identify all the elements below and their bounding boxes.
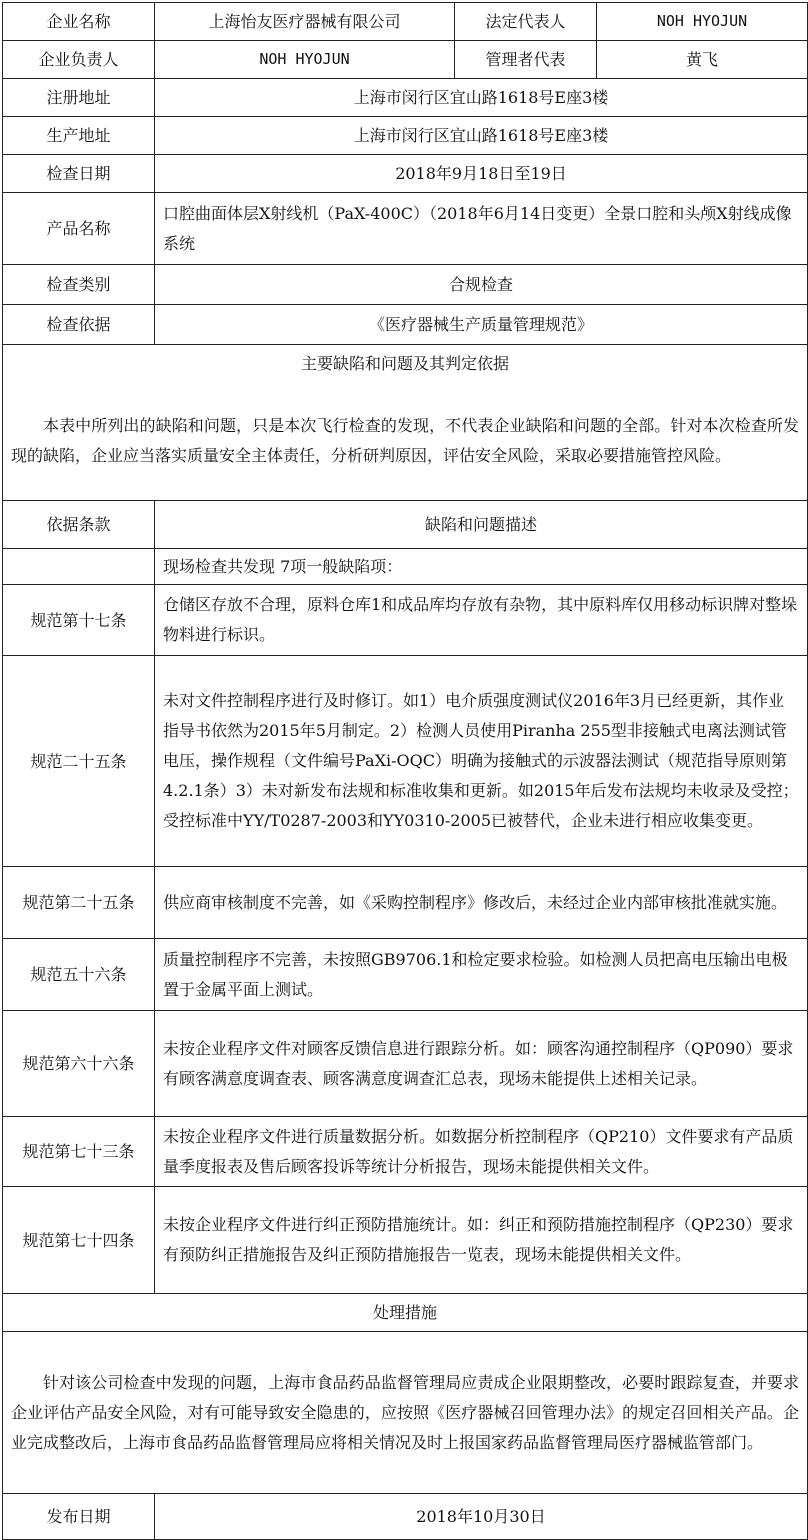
row-measures-title xyxy=(3,1294,808,1332)
inspection-date-label: 检查日期 xyxy=(3,155,155,193)
defect-desc: 未按企业程序文件进行纠正预防措施统计。如：纠正和预防措施控制程序（QP230）要求有预防纠正措施报告及纠正预防措施报告一览表，现场未能提供相关文件。 xyxy=(155,1187,808,1294)
row-product-name xyxy=(3,193,808,265)
row-inspection-basis xyxy=(3,305,808,345)
measures-text: 针对该公司检查中发现的问题，上海市食品药品监督管理局应责成企业限期整改，必要时跟踪复查，并要求企业评估产品安全风险，对有可能导致安全隐患的，应按照《医疗器械召回管理办法》的规定召回相关产品。企业完成整改后，上海市食品药品监督管理局应将相关情况及时上报国家药品监督管理局医疗器械监管部门。 xyxy=(3,1332,808,1494)
prod-address-value: 上海市闵行区宜山路1618号E座3楼 xyxy=(155,117,808,155)
defect-desc: 未按企业程序文件对顾客反馈信息进行跟踪分析。如：顾客沟通控制程序（QP090）要求有顾客满意度调查表、顾客满意度调查汇总表，现场未能提供上述相关记录。 xyxy=(155,1011,808,1117)
defect-basis: 规范第六十六条 xyxy=(3,1011,155,1117)
inspection-basis-label: 检查依据 xyxy=(3,305,155,345)
row-measures-text xyxy=(3,1332,808,1494)
prod-address-label: 生产地址 xyxy=(3,117,155,155)
defects-intro-text: 本表中所列出的缺陷和问题，只是本次飞行检查的发现，不代表企业缺陷和问题的全部。针对本次检查所发现的缺陷，企业应当落实质量安全主体责任，分析研判原因，评估安全风险，采取必要措施管控风险。 xyxy=(3,383,808,501)
defect-basis: 规范二十五条 xyxy=(3,656,155,867)
table-row xyxy=(3,1117,808,1187)
inspection-type-label: 检查类别 xyxy=(3,265,155,305)
row-defects-summary xyxy=(3,549,808,585)
legal-rep-label: 法定代表人 xyxy=(455,3,597,41)
report-table xyxy=(2,2,808,1540)
col-basis-header: 依据条款 xyxy=(3,501,155,549)
defects-summary: 现场检查共发现 7项一般缺陷项： xyxy=(155,549,808,585)
defect-basis: 规范第七十三条 xyxy=(3,1117,155,1187)
defect-desc: 未按企业程序文件进行质量数据分析。如数据分析控制程序（QP210）文件要求有产品质量季度报表及售后顾客投诉等统计分析报告，现场未能提供相关文件。 xyxy=(155,1117,808,1187)
inspection-basis-value: 《医疗器械生产质量管理规范》 xyxy=(155,305,808,345)
table-row xyxy=(3,656,808,867)
defect-basis: 规范第七十四条 xyxy=(3,1187,155,1294)
defect-basis: 规范第十七条 xyxy=(3,585,155,656)
table-row xyxy=(3,867,808,939)
defect-basis: 规范第二十五条 xyxy=(3,867,155,939)
defect-desc: 供应商审核制度不完善，如《采购控制程序》修改后，未经过企业内部审核批准就实施。 xyxy=(155,867,808,939)
reg-address-value: 上海市闵行区宜山路1618号E座3楼 xyxy=(155,79,808,117)
publish-date-value: 2018年10月30日 xyxy=(155,1494,808,1540)
col-desc-header: 缺陷和问题描述 xyxy=(155,501,808,549)
manager-rep-value: 黄飞 xyxy=(597,41,808,79)
row-defects-intro xyxy=(3,383,808,501)
defect-desc: 质量控制程序不完善，未按照GB9706.1和检定要求检验。如检测人员把高电压输出电极置于金属平面上测试。 xyxy=(155,939,808,1011)
company-head-value: NOH HYOJUN xyxy=(155,41,455,79)
measures-title: 处理措施 xyxy=(3,1294,808,1332)
company-name-value: 上海怡友医疗器械有限公司 xyxy=(155,3,455,41)
summary-basis-empty xyxy=(3,549,155,585)
inspection-type-value: 合规检查 xyxy=(155,265,808,305)
inspection-date-value: 2018年9月18日至19日 xyxy=(155,155,808,193)
defect-desc: 仓储区存放不合理，原料仓库1和成品库均存放有杂物，其中原料库仅用移动标识牌对整垛物料进行标识。 xyxy=(155,585,808,656)
row-inspection-type xyxy=(3,265,808,305)
company-head-label: 企业负责人 xyxy=(3,41,155,79)
publish-date-label: 发布日期 xyxy=(3,1494,155,1540)
manager-rep-label: 管理者代表 xyxy=(455,41,597,79)
table-row xyxy=(3,939,808,1011)
legal-rep-value: NOH HYOJUN xyxy=(597,3,808,41)
row-prod-address xyxy=(3,117,808,155)
table-row xyxy=(3,1011,808,1117)
table-row xyxy=(3,585,808,656)
inspection-report xyxy=(2,2,807,1540)
defect-desc: 未对文件控制程序进行及时修订。如1）电介质强度测试仪2016年3月已经更新，其作业指导书依然为2015年5月制定。2）检测人员使用Piranha 255型非接触式电离法测试管电压，操作规程（文件编号PaXi-OQC）明确为接触式的示波器法测试（规范指导原则第4.2.1条）3）未对新发布法规和标准收集和更新。如2015年后发布法规均未收录及受控；受控标准中YY/T0287-2003和YY0310-2005已被替代，企业未进行相应收集变更。 xyxy=(155,656,808,867)
row-defects-title xyxy=(3,345,808,383)
defects-section-title: 主要缺陷和问题及其判定依据 xyxy=(3,345,808,383)
table-row xyxy=(3,1187,808,1294)
row-company-head xyxy=(3,41,808,79)
row-company-name xyxy=(3,3,808,41)
row-publish-date xyxy=(3,1494,808,1540)
company-name-label: 企业名称 xyxy=(3,3,155,41)
row-inspection-date xyxy=(3,155,808,193)
product-name-label: 产品名称 xyxy=(3,193,155,265)
row-reg-address xyxy=(3,79,808,117)
row-defects-header xyxy=(3,501,808,549)
product-name-value: 口腔曲面体层X射线机（PaX-400C）（2018年6月14日变更）全景口腔和头颅X射线成像系统 xyxy=(155,193,808,265)
defect-basis: 规范五十六条 xyxy=(3,939,155,1011)
reg-address-label: 注册地址 xyxy=(3,79,155,117)
